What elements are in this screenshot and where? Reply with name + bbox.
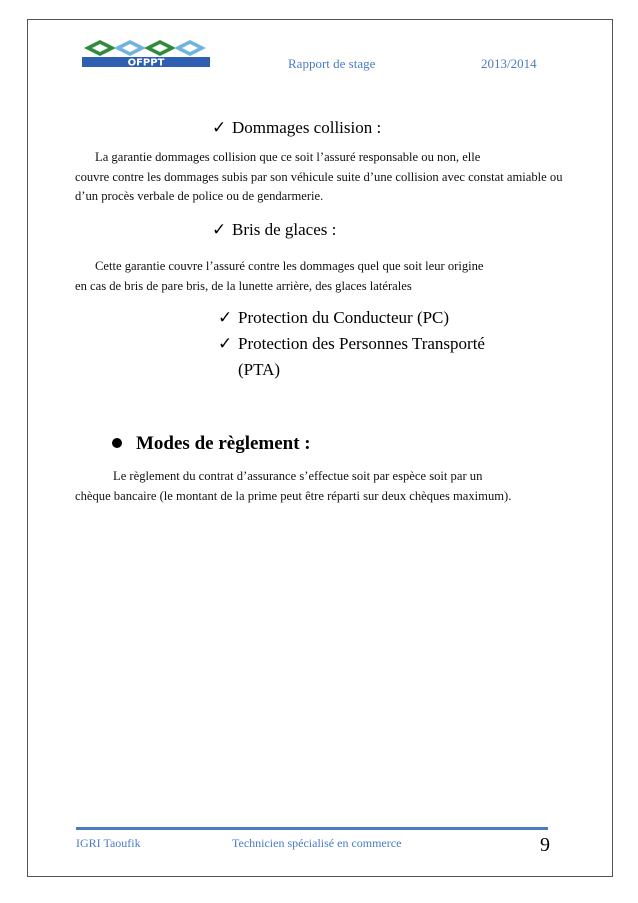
check-mark-icon: ✓ xyxy=(212,118,227,137)
heading-modes-reglement xyxy=(112,433,311,455)
paragraph-line: Le règlement du contrat d’assurance s’effectue soit par espèce soit par un xyxy=(113,469,483,483)
bullet-dot-icon xyxy=(112,438,122,448)
logo-text: OFPPT xyxy=(127,57,165,68)
heading-text: Dommages collision : xyxy=(232,118,382,137)
check-mark-icon: ✓ xyxy=(218,308,233,327)
item-protection-personnes-cont: (PTA) xyxy=(238,360,281,379)
heading-bris-de-glaces xyxy=(212,220,336,240)
heading-text: Modes de règlement : xyxy=(136,433,311,454)
heading-text: Bris de glaces : xyxy=(232,220,337,239)
paragraph-line: La garantie dommages collision que ce soit l’assuré responsable ou non, elle xyxy=(95,150,481,164)
header-title: Rapport de stage xyxy=(288,56,376,71)
paragraph-bris-de-glaces xyxy=(75,257,575,296)
item-protection-conducteur xyxy=(218,308,449,328)
header-year: 2013/2014 xyxy=(481,56,537,71)
paragraph-line: Cette garantie couvre l’assuré contre les dommages quel que soit leur origine xyxy=(95,259,484,273)
footer-divider xyxy=(76,827,548,830)
footer-author: IGRI Taoufik xyxy=(76,836,141,850)
check-mark-icon: ✓ xyxy=(218,334,233,353)
page-number: 9 xyxy=(540,834,550,856)
ofppt-logo xyxy=(78,38,214,68)
paragraph-text: chèque bancaire (le montant de la prime peut être réparti sur deux chèques maximum). xyxy=(75,488,512,503)
item-text: Protection des Personnes Transporté xyxy=(238,334,485,353)
paragraph-dommages-collision xyxy=(75,148,575,207)
item-text: Protection du Conducteur (PC) xyxy=(238,308,450,327)
paragraph-text: couvre contre les dommages subis par son véhicule suite d’une collision avec constat amiable ou d’un procès verbale de police ou de gendarmerie. xyxy=(75,169,563,203)
check-mark-icon: ✓ xyxy=(212,220,227,239)
paragraph-modes-reglement xyxy=(75,467,575,506)
item-protection-personnes xyxy=(218,334,485,354)
footer-role: Technicien spécialisé en commerce xyxy=(232,836,402,850)
heading-dommages-collision xyxy=(212,118,381,138)
paragraph-text: en cas de bris de pare bris, de la lunette arrière, des glaces latérales xyxy=(75,278,412,293)
